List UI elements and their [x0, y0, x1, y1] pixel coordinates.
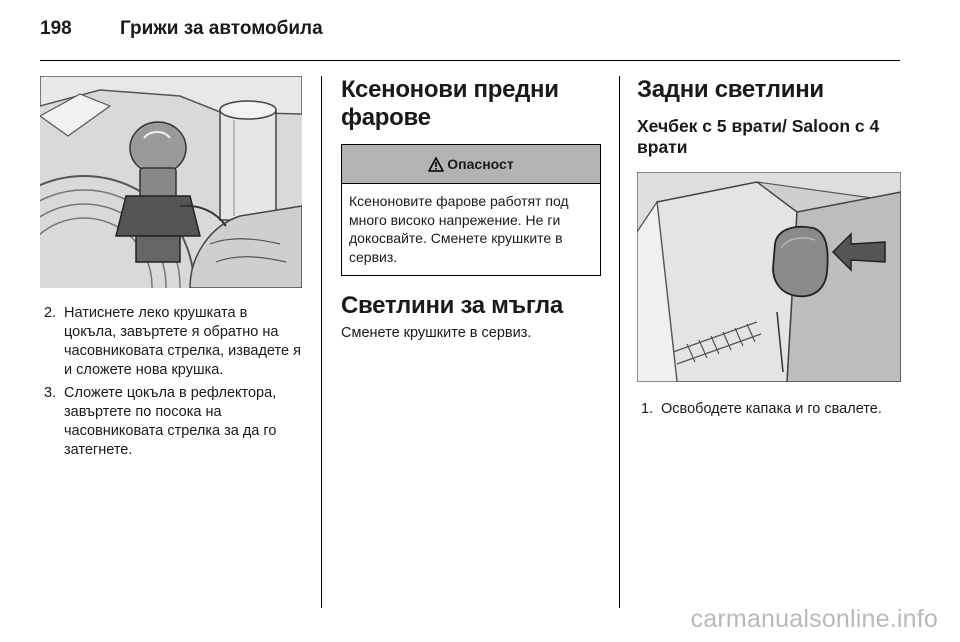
instruction-steps: [637, 400, 901, 419]
model-subheading: Хечбек с 5 врати/ Saloon с 4 врати: [637, 116, 880, 157]
list-item: [40, 384, 302, 460]
middle-column: [341, 76, 601, 343]
step-text: Сложете цокъла в рефлектора, завъртете по посока на часовниковата стрелка за да го затегнете.: [64, 385, 277, 458]
right-column: [637, 76, 901, 423]
step-text: Освободете капака и го свалете.: [661, 401, 882, 417]
fog-lights-heading: Светлини за мъгла: [341, 292, 563, 319]
step-number: 1.: [641, 401, 654, 417]
page-number: 198: [40, 18, 72, 39]
column-divider: [321, 76, 322, 608]
rear-panel-cover-illustration: [637, 172, 901, 382]
list-item: [637, 400, 901, 419]
column-divider: [619, 76, 620, 608]
step-number: 3.: [44, 385, 57, 401]
step-text: Натиснете леко крушката в цокъла, завъртете я обратно на часовниковата стрелка, извадете я и сложете нова крушка.: [64, 305, 301, 378]
watermark: carmanualsonline.info: [690, 605, 938, 633]
bulb-socket-illustration: [40, 76, 302, 288]
left-column: [40, 76, 302, 464]
rear-lights-heading: Задни светлини: [637, 76, 824, 103]
page-header: [40, 14, 900, 50]
fog-lights-text: Сменете крушките в сервиз.: [341, 325, 532, 341]
danger-warning-box: [341, 144, 601, 276]
xenon-headlights-heading: Ксенонови предни фарове: [341, 76, 559, 131]
warning-text: Ксеноновите фарове работят под много високо напрежение. Не ги докосвайте. Сменете крушките в сервиз.: [349, 193, 569, 265]
step-number: 2.: [44, 305, 57, 321]
list-item: [40, 304, 302, 380]
instruction-steps: [40, 304, 302, 460]
warning-triangle-icon: [428, 157, 444, 172]
page-title: Грижи за автомобила: [120, 18, 323, 39]
warning-title: Опасност: [447, 156, 514, 172]
header-rule: [40, 60, 900, 61]
warning-header: [342, 145, 600, 184]
